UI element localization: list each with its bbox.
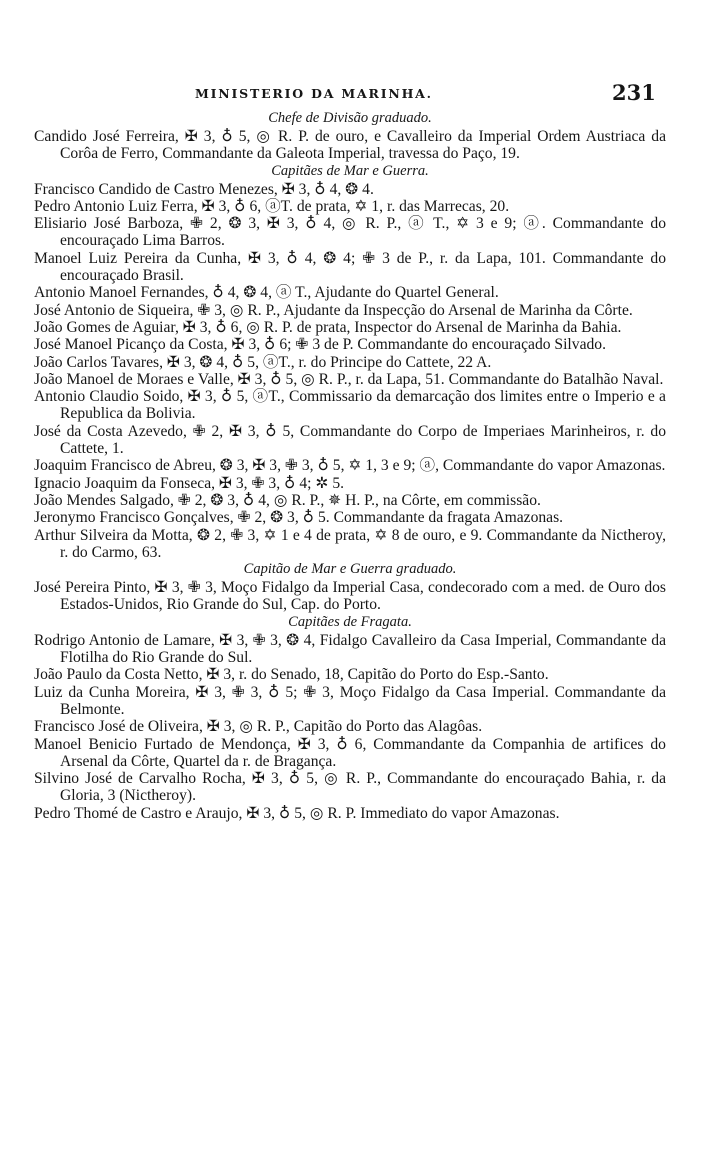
entry <box>34 770 666 805</box>
entry-text: ✠ 3, ♁ 6, ⓐT. de prata, ✡ 1, r. das Marrecas, 20. <box>197 197 510 215</box>
entry-text: ✙ 2, ❂ 3, ✠ 3, ♁ 4, ◎ R. P., ⓐ T., ✡ 3 e 9; ⓐ. Commandante do encouraçado Lima Barros. <box>60 215 666 250</box>
entry-name: Pedro Thomé de Castro e Araujo, <box>34 804 243 822</box>
entry <box>34 181 666 198</box>
entry-name: Jeronymo Francisco Gonçalves, <box>34 509 234 527</box>
entry-text: ✠ 3, ✙ 3, ♁ 4; ✲ 5. <box>215 474 345 492</box>
entry-name: Joaquim Francisco de Abreu, <box>34 457 216 475</box>
entry-name: Francisco Candido de Castro Menezes, <box>34 180 278 198</box>
entry-name: Arthur Silveira da Motta, <box>34 526 193 544</box>
entry-text: ✠ 3, ◎ R. P., Capitão do Porto das Alagôas. <box>202 718 483 736</box>
entry <box>34 475 666 492</box>
entry <box>34 527 666 562</box>
section-title: Chefe de Divisão graduado. <box>268 110 432 126</box>
entry-name: Pedro Antonio Luiz Ferra, <box>34 197 198 215</box>
entry <box>34 215 666 250</box>
entry-text: ✠ 3, ♁ 5, ⓐT., Commissario da demarcação dos limites entre o Imperio e a Republica da Bolivia. <box>60 388 666 423</box>
page-header <box>0 78 715 108</box>
entry <box>34 371 666 388</box>
entry-name: João Mendes Salgado, <box>34 491 174 509</box>
section-title: Capitão de Mar e Guerra graduado. <box>243 561 457 578</box>
entry <box>34 423 666 458</box>
entry <box>34 128 666 163</box>
entry-text: ✠ 3, ✙ 3, ❂ 4, Fidalgo Cavalleiro da Casa Imperial, Commandante da Flotilha do Rio Grande do Sul. <box>60 631 666 667</box>
entry-name: José Antonio de Siqueira, <box>34 301 194 319</box>
entry <box>34 302 666 319</box>
entry-text: ✠ 3, ✙ 3, Moço Fidalgo da Imperial Casa, condecorado com a med. de Ouro dos Estados-Unidos, Rio Grande do Sul, Cap. do Porto. <box>60 579 666 614</box>
entry <box>34 684 666 719</box>
entry-text: ✠ 3, ♁ 6; ✙ 3 de P. Commandante do encouraçado Silvado. <box>227 336 606 354</box>
entry-name: Luiz da Cunha Moreira, <box>34 683 190 701</box>
entry-text: ✙ 2, ✠ 3, ♁ 5, Commandante do Corpo de Imperiaes Marinheiros, r. do Cattete, 1. <box>60 422 666 458</box>
entry-text: ✠ 3, ♁ 4, ❂ 4; ✙ 3 de P., r. da Lapa, 101. Commandante do encouraçado Brasil. <box>60 249 666 285</box>
entry-text: ✠ 3, ♁ 5, ◎ R. P., r. da Lapa, 51. Commandante do Batalhão Naval. <box>233 370 664 388</box>
entry <box>34 579 666 614</box>
entry <box>34 354 666 371</box>
entry-text: ✙ 2, ❂ 3, ♁ 5. Commandante da fragata Amazonas. <box>233 509 564 527</box>
entry-name: Rodrigo Antonio de Lamare, <box>34 631 215 649</box>
entry-name: Silvino José de Carvalho Rocha, <box>34 770 246 788</box>
entry-text: ❂ 3, ✠ 3, ✙ 3, ♁ 5, ✡ 1, 3 e 9; ⓐ, Commandante do vapor Amazonas. <box>215 457 666 475</box>
entry-text: ✙ 3, ◎ R. P., Ajudante da Inspecção do Arsenal de Marinha da Côrte. <box>193 301 633 319</box>
entry-name: Manoel Luiz Pereira da Cunha, <box>34 249 242 267</box>
entry-name: Elisiario José Barboza, <box>34 215 184 233</box>
entry-name: João Paulo da Costa Netto, <box>34 666 203 684</box>
entry <box>34 319 666 336</box>
entry <box>34 805 666 822</box>
entry-text: ✠ 3, ♁ 6, ◎ R. P. de prata, Inspector do Arsenal de Marinha da Bahia. <box>178 318 622 336</box>
section-title: Capitães de Mar e Guerra. <box>271 162 429 179</box>
entry-name: João Gomes de Aguiar, <box>34 318 179 336</box>
entry <box>34 509 666 526</box>
page-body <box>34 110 666 822</box>
entry-name: José Pereira Pinto, <box>34 579 151 597</box>
entry-name: Ignacio Joaquim da Fonseca, <box>34 474 216 492</box>
entry <box>34 250 666 285</box>
entry <box>34 388 666 423</box>
entry-name: Francisco José de Oliveira, <box>34 718 203 736</box>
entry-name: José da Costa Azevedo, <box>34 422 187 440</box>
entry <box>34 718 666 735</box>
entry <box>34 284 666 301</box>
entry <box>34 632 666 667</box>
running-head: MINISTERIO DA MARINHA. <box>195 86 433 101</box>
entry-text: ✠ 3, ♁ 4, ❂ 4. <box>277 180 374 198</box>
entry <box>34 457 666 474</box>
entry-text: ❂ 2, ✙ 3, ✡ 1 e 4 de prata, ✡ 8 de ouro, e 9. Commandante da Nictheroy, r. do Carmo, 63. <box>60 526 666 561</box>
entry <box>34 492 666 509</box>
section-title: Capitães de Fragata. <box>288 613 412 630</box>
entry-name: João Carlos Tavares, <box>34 353 163 371</box>
entry-name: José Manoel Picanço da Costa, <box>34 336 228 354</box>
entry-text: ✠ 3, ♁ 5, ◎ R. P. Immediato do vapor Amazonas. <box>242 804 560 822</box>
entry-text: ✠ 3, ✙ 3, ♁ 5; ✙ 3, Moço Fidalgo da Casa Imperial. Commandante da Belmonte. <box>60 683 666 718</box>
entry-name: Manoel Benicio Furtado de Mendonça, <box>34 735 291 753</box>
entry-text: ✠ 3, ❂ 4, ♁ 5, ⓐT., r. do Principe do Cattete, 22 A. <box>162 353 492 371</box>
entry-name: Antonio Claudio Soido, <box>34 388 184 406</box>
entry <box>34 336 666 353</box>
entry-text: ✠ 3, r. do Senado, 18, Capitão do Porto do Esp.-Santo. <box>202 666 549 684</box>
entry-name: João Manoel de Moraes e Valle, <box>34 370 234 388</box>
entry-text: ♁ 4, ❂ 4, ⓐ T., Ajudante do Quartel General. <box>208 284 499 302</box>
entry-name: Antonio Manoel Fernandes, <box>34 284 209 302</box>
entry-text: ✠ 3, ♁ 5, ◎ R. P., Commandante do encouraçado Bahia, r. da Gloria, 3 (Nictheroy). <box>60 770 667 805</box>
entry-name: Candido José Ferreira, <box>34 128 179 145</box>
entry-text: ✠ 3, ♁ 6, Commandante da Companhia de artifices do Arsenal da Côrte, Quartel da r. de Bragança. <box>60 735 666 770</box>
entry <box>34 666 666 683</box>
entry-text: ✙ 2, ❂ 3, ♁ 4, ◎ R. P., ✵ H. P., na Côrte, em commissão. <box>173 491 541 509</box>
entry <box>34 736 666 771</box>
entry <box>34 198 666 215</box>
entry-text: ✠ 3, ♁ 5, ◎ R. P. de ouro, e Cavalleiro da Imperial Ordem Austriaca da Corôa de Ferro, Commandante da Galeota Imperial, travessa do Paço, 19. <box>60 128 666 163</box>
page-number: 231 <box>612 80 656 105</box>
